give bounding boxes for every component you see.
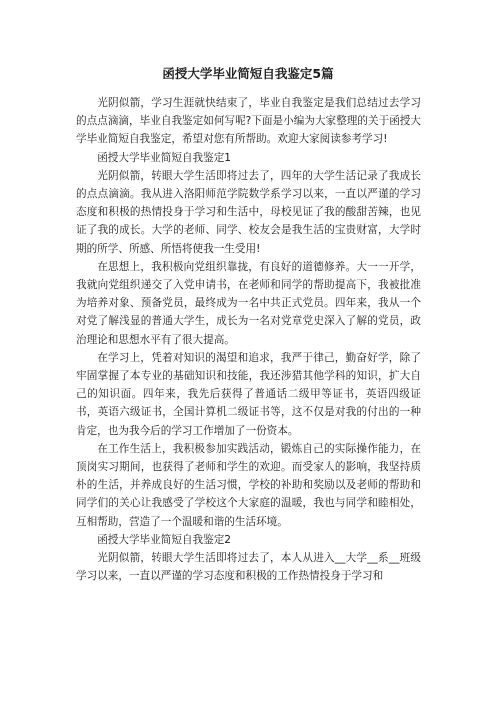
document-body: [76, 94, 421, 585]
section-1-paragraph-1: 光阴似箭，转眼大学生活即将过去了，四年的大学生活记录了我成长的点点滴滴。我从进入洛阳师范学院数学系学习以来，一直以严谨的学习态度和积极的热情投身于学习和生活中，母校见证了我的酸甜苦辣，也见证了我的成长。大学的老师、同学、校友会是我生活的宝贵财富，大学时期的所学、所感、所悟将使我一生受用!: [76, 169, 421, 255]
document-title: 函授大学毕业简短自我鉴定5篇: [162, 66, 334, 81]
intro-paragraph: 光阴似箭，学习生涯就快结束了，毕业自我鉴定是我们总结过去学习的点点滴滴，毕业自我鉴定如何写呢?下面是小编为大家整理的关于函授大学毕业简短自我鉴定，希望对您有所帮助。欢迎大家阅读参考学习!: [76, 97, 421, 146]
section-1-paragraph-3: 在学习上，凭着对知识的渴望和追求，我严于律己，勤奋好学，除了牢固掌握了本专业的基础知识和技能，我还涉猎其他学科的知识，扩大自己的知识面。四年来，我先后获得了普通话二级甲等证书，英语四级证书，英语六级证书，全国计算机二级证书等，这不仅是对我的付出的一种肯定，也为我今后的学习工作增加了一份资本。: [76, 351, 421, 437]
section-heading-1: 函授大学毕业简短自我鉴定1: [97, 151, 232, 164]
section-2-paragraph-1: 光阴似箭，转眼大学生活即将过去了，本人从进入__大学__系__班级学习以来，一直以严谨的学习态度和积极的工作热情投身于学习和: [76, 552, 421, 583]
section-1-paragraph-2: 在思想上，我积极向党组织靠拢，有良好的道德修养。大一一开学，我就向党组织递交了入党申请书，在老师和同学的帮助提高下，我被批准为培养对象、预备党员，最终成为一名中共正式党员。四年来，我从一个对党了解浅显的普通大学生，成长为一名对党章党史深入了解的党员，政治理论和思想水平有了很大提高。: [76, 260, 421, 346]
section-heading-2: 函授大学毕业简短自我鉴定2: [97, 533, 232, 546]
section-1-paragraph-4: 在工作生活上，我积极参加实践活动，锻炼自己的实际操作能力，在顶岗实习期间，也获得了老师和学生的欢迎。而受家人的影响，我坚持质朴的生活，并养成良好的生活习惯，学校的补助和奖励以及老师的帮助和同学们的关心让我感受了学校这个大家庭的温暖，我也与同学和睦相处，互相帮助，营造了一个温暖和谐的生活环境。: [76, 442, 421, 528]
